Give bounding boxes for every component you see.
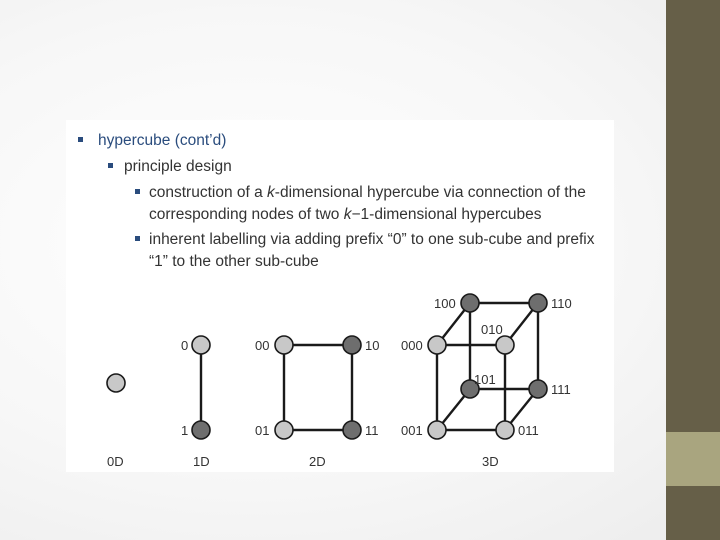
bullet-labelling-line1: inherent labelling via adding prefix “0” to one sub-cube and prefix xyxy=(149,231,595,248)
node-1d-0 xyxy=(192,336,210,354)
label-3d-101: 101 xyxy=(474,372,496,387)
subheading-principle-design: principle design xyxy=(124,158,232,175)
dimension-captions xyxy=(107,454,499,469)
label-3d-010: 010 xyxy=(481,322,503,337)
label-2d-01: 01 xyxy=(255,423,270,438)
label-3d-111: 111 xyxy=(551,382,571,397)
text-fragment: -dimensional hypercube via connection of the xyxy=(274,184,586,201)
text-fragment: −1-dimensional hypercubes xyxy=(351,206,542,223)
label-1d-1: 1 xyxy=(181,423,189,438)
caption-3d: 3D xyxy=(482,454,499,469)
node-2d-01 xyxy=(275,421,293,439)
node-1d-1 xyxy=(192,421,210,439)
label-2d-00: 00 xyxy=(255,338,270,353)
caption-0d: 0D xyxy=(107,454,124,469)
label-2d-11: 11 xyxy=(365,423,379,438)
node-3d-110 xyxy=(529,294,547,312)
variable-k: k xyxy=(343,206,352,223)
node-3d-010 xyxy=(496,336,514,354)
node-2d-11 xyxy=(343,421,361,439)
node-2d-10 xyxy=(343,336,361,354)
node-3d-001 xyxy=(428,421,446,439)
variable-k: k xyxy=(267,184,275,201)
text-fragment: construction of a xyxy=(149,184,268,201)
node-2d-00 xyxy=(275,336,293,354)
node-3d-111 xyxy=(529,380,547,398)
bullet-labelling-line2: “1” to the other sub-cube xyxy=(149,253,319,270)
label-2d-10: 10 xyxy=(365,338,380,353)
label-1d-0: 0 xyxy=(181,338,189,353)
heading-hypercube: hypercube (cont’d) xyxy=(98,132,227,149)
label-3d-001: 001 xyxy=(401,423,423,438)
caption-2d: 2D xyxy=(309,454,326,469)
label-3d-100: 100 xyxy=(434,296,456,311)
label-3d-110: 110 xyxy=(551,296,572,311)
nodes xyxy=(107,294,547,439)
caption-1d: 1D xyxy=(193,454,210,469)
text-fragment: corresponding nodes of two xyxy=(149,206,344,223)
label-3d-000: 000 xyxy=(401,338,423,353)
node-3d-100 xyxy=(461,294,479,312)
node-3d-011 xyxy=(496,421,514,439)
node-3d-000 xyxy=(428,336,446,354)
node-0d xyxy=(107,374,125,392)
label-3d-011: 011 xyxy=(518,423,539,438)
node-labels xyxy=(181,296,572,438)
